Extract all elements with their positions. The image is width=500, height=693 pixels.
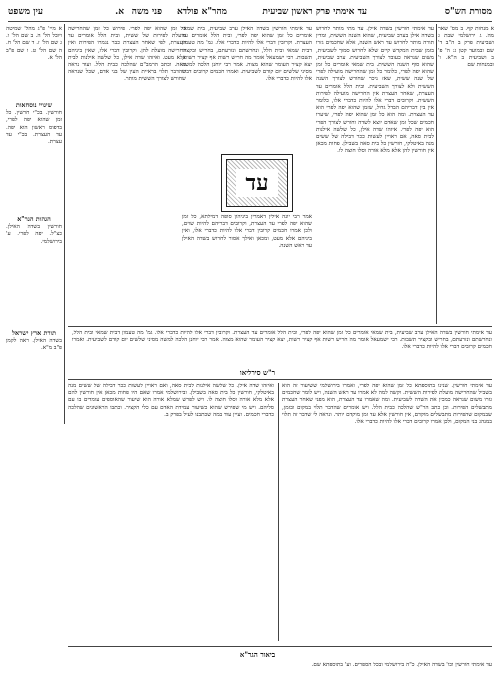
beur-hagra-text: עד אימתי חורשין וכו' בשדה האילן. כ"ה בירושלמי ובכל הספרים. וע' בתוספתא שם. [311, 662, 492, 668]
shinuyei-nuschaot [6, 100, 62, 210]
divider [278, 383, 279, 641]
section-heading: הגהות הגר"א [17, 215, 51, 223]
section-heading: תורת ארץ ישראל [11, 329, 57, 337]
main-text-bottom: אמר רבי יונה אילין דאמרין ביניהון סופה דמילתא, כל זמן שהוא יפה לפרי עד העצרת, וקרובים דבריהם להיות שוים, ולכן אמרו חכמים קרובין דברי אלו להיות כדברי אלו, ואין ביניהם אלא מעט, ומכאן ואילך אסור לחרוש בשדה האילן עד ראש השנה. [182, 214, 312, 249]
header-page-num: מהר"א פולדא [176, 7, 227, 17]
divider [436, 24, 437, 324]
right-commentary: עד אימתי חורשין בשדה אילן. עד מתי מותר לחרוש בשדה אילן בערב שביעית, שהוא השנה הששית, ומדין תורה מותר לחרוש עד ראש השנה, אלא שחכמים גזרו בזמן שבית המקדש קיים שלא לחרוש סמוך לשביעית, משום שנראה כעובד לצורך השביעית. ערב שביעית, שהוא סוף השנה הששית. בית שמאי אומרים כל זמן שהוא יפה לפרי, כלומר כל זמן שהחרישה מועילה לפרי של שנה ששית, שאז ניכר שחורש לצורך השנה הששית ולא לצורך השביעית. ובית הלל אומרים עד העצרת, שאחר העצרת אין החרישה מועילה לפירות הששית. וקרובים דברי אלו להיות כדברי אלו, כלומר אין בין דבריהם הבדל גדול, שזמן שהוא יפה לפרי הוא עד העצרת. ומה הוא כל זמן שהוא יפה לפרי, שיערו חכמים שכל זמן שאדם יוצא לשדה וחורש לצורך הפרי הוא יפה לפרי. איזהו שדה אילן, כל שלשה אילנות לבית סאה, אם ראויין לעשות ככר דבילה של ששים מנה באיטלקי, חורשין כל בית סאה בשבילן. פחות מכאן אין חורשין להן אלא מלא אורה וסלו חוצה לו. [316, 26, 434, 155]
section-text: חורשין בשדה האילן. כצ"ל. יפה לפרי. ע' בירושלמי. [6, 224, 62, 245]
opening-word-box [221, 154, 293, 212]
rash-sirilio-heading: ר"ש סירליאו [239, 368, 276, 377]
header-rule [8, 21, 492, 22]
section-text: בשדה האילן. ראה לקמן פ"ב מ"א. [6, 338, 62, 352]
opening-word: עד [236, 169, 278, 197]
divider [68, 326, 492, 327]
main-text-top: עד אימתי חורשין בשדה האילן ערב שביעית, בית שמאי אומרים כל זמן שהוא יפה לפרי, ובית הלל אומרים עד העצרת. וקרובין דברי אלו להיות כדברי אלו. גמ' מה טעמון דבית שמאי ובית הלל, ונחרשתם ונזרעתם, בחריש ובקציר תשבות. רבי ישמעאל אומר מה חריש רשות אף קציר רשות, יצא קציר העומר שהוא מצוה. אמר רבי יוחנן הלכה למשה מסיני שלשים יום קודם לשביעית. ואמרו חכמים קרובים דברי אלו להיות כדברי אלו. [182, 26, 312, 83]
rash-sirilio-left: ואיזהו שדה אילן. כל שלשה אילנות לבית סאה, ואם ראויין לעשות ככר דבילה של ששים מנה באיטלקי, חורשין כל בית סאה בשבילן. ובירושלמי אמרו שאם היו פחות מכאן אין חורשין להם אלא מלא אורה וסלו חוצה לו. ויש לפרש שמלא אורה הוא שיעור שהאוספים עומדים בו עם סליהם. ויש מי שפירש שהוא כשיעור עמידת האדם עם כלי הקציר. וכתבו הראשונים שהלכה כדברי חכמים. ועיין עוד במה שכתבנו לעיל בפרק ב. [68, 383, 274, 418]
ein-mishpat-notes: א מיי' פ"ג מהל' שמיטה ויובל הל' ה. ב שם הל' ו. ג שם הל' ז. ד שם הל' ח. ה שם הל' ט. ו שם פ"ב הל' א. [6, 26, 62, 61]
header-title: עד אימתי פרק ראשון שביעית [262, 7, 367, 17]
header-left-section: עין משפט [8, 7, 43, 17]
mid-band-text: עד אימתי חורשין בשדה האילן ערב שביעית, בית שמאי אומרים כל זמן שהוא יפה לפרי, ובית הלל אומרים עד העצרת. וקרובין דברי אלו להיות כדברי אלו. גמ' מה טעמון דבית שמאי ובית הלל, ונחרשתם ונזרעתם, בחריש ובקציר תשבות. רבי ישמעאל אומר מה חריש רשות אף קציר רשות, יצא קציר העומר שהוא מצוה. אמר רבי יוחנן הלכה למשה מסיני שלשים יום קודם לשביעית. ואמרו חכמים קרובים דברי אלו להיות כדברי אלו. [72, 330, 492, 351]
header-folio: א. [115, 7, 124, 17]
beur-hagra-heading: ביאור הגר"א [239, 650, 276, 659]
divider [68, 646, 492, 647]
left-commentary: כל זמן שהוא יפה לפרי. פירוש כל זמן שהחרישה מועלת לפירות של ששית, ובית הלל אומרים עד העצרת, לפי שאחר העצרת כבר נגמרו הפירות ואין החרישה מועלת להן. וקרובין דברי אלו, שאין ביניהם אלא מעט. ואיזהו שדה אילן, כל שלשה אילנות לבית סאה. וכתב הרמב"ם שהלכה כבית הלל. ועוד נראה שהדבר תלוי בראיית העין של בני אדם, שכל שנראה שחורש לצורך הששית מותר. [68, 26, 186, 83]
margin-notes-right: א מנחות קף. ב מס' שאר מה. ג ירושלמי שבת ג ושביעית פרק ב ה"ב ד' שם ובמועד קטן ג: ה' פ' ב ושביעית ב ה"א. ו' ובמנחות שם [438, 26, 494, 69]
section-text: חורשין. בכ"י חרשין. כל זמן שהוא יפה לפרי, בדפוס ראשון הוא יפה. עד העצרת. בכ"י עד עצרת. [6, 110, 62, 146]
hagahot-hagra [6, 214, 62, 324]
divider [68, 379, 492, 380]
header-right-section: מסורת הש"ס [444, 7, 492, 17]
page-header [8, 6, 492, 20]
header-mishnah: פני משה [131, 7, 162, 17]
section-heading: שינויי נוסחאות [15, 101, 53, 109]
torat-eretz-israel [6, 328, 62, 408]
rash-sirilio-right: עד אימתי חורשין. שנינו בתוספתא כל זמן שהוא יפה לפרי, ואמרו בירושלמי ששיעור זה הוא בשביל שהחרישה מועלת לפירות הששית. וקשה למה לא אמרו עד ראש השנה, ויש לומר שחכמים גזרו משום שנראה כמכין את השדה לשביעית. ומה שאמרו עד העצרת, הוא מפני שאחר העצרת מתבשלים הפירות. וכן כתב הר"ש שהלכה כבית הלל. ויש אומרים שהדבר תלוי במקום ובזמן, שבמקום שהפירות מתבשלים מוקדם, אין חורשין אלא עד זמן מוקדם יותר. ונראה לי שדבר זה תלוי במנהג בני המקום, ולכן אמרו קרובים דברי אלו להיות כדברי אלו. [282, 383, 492, 426]
divider [64, 24, 65, 424]
